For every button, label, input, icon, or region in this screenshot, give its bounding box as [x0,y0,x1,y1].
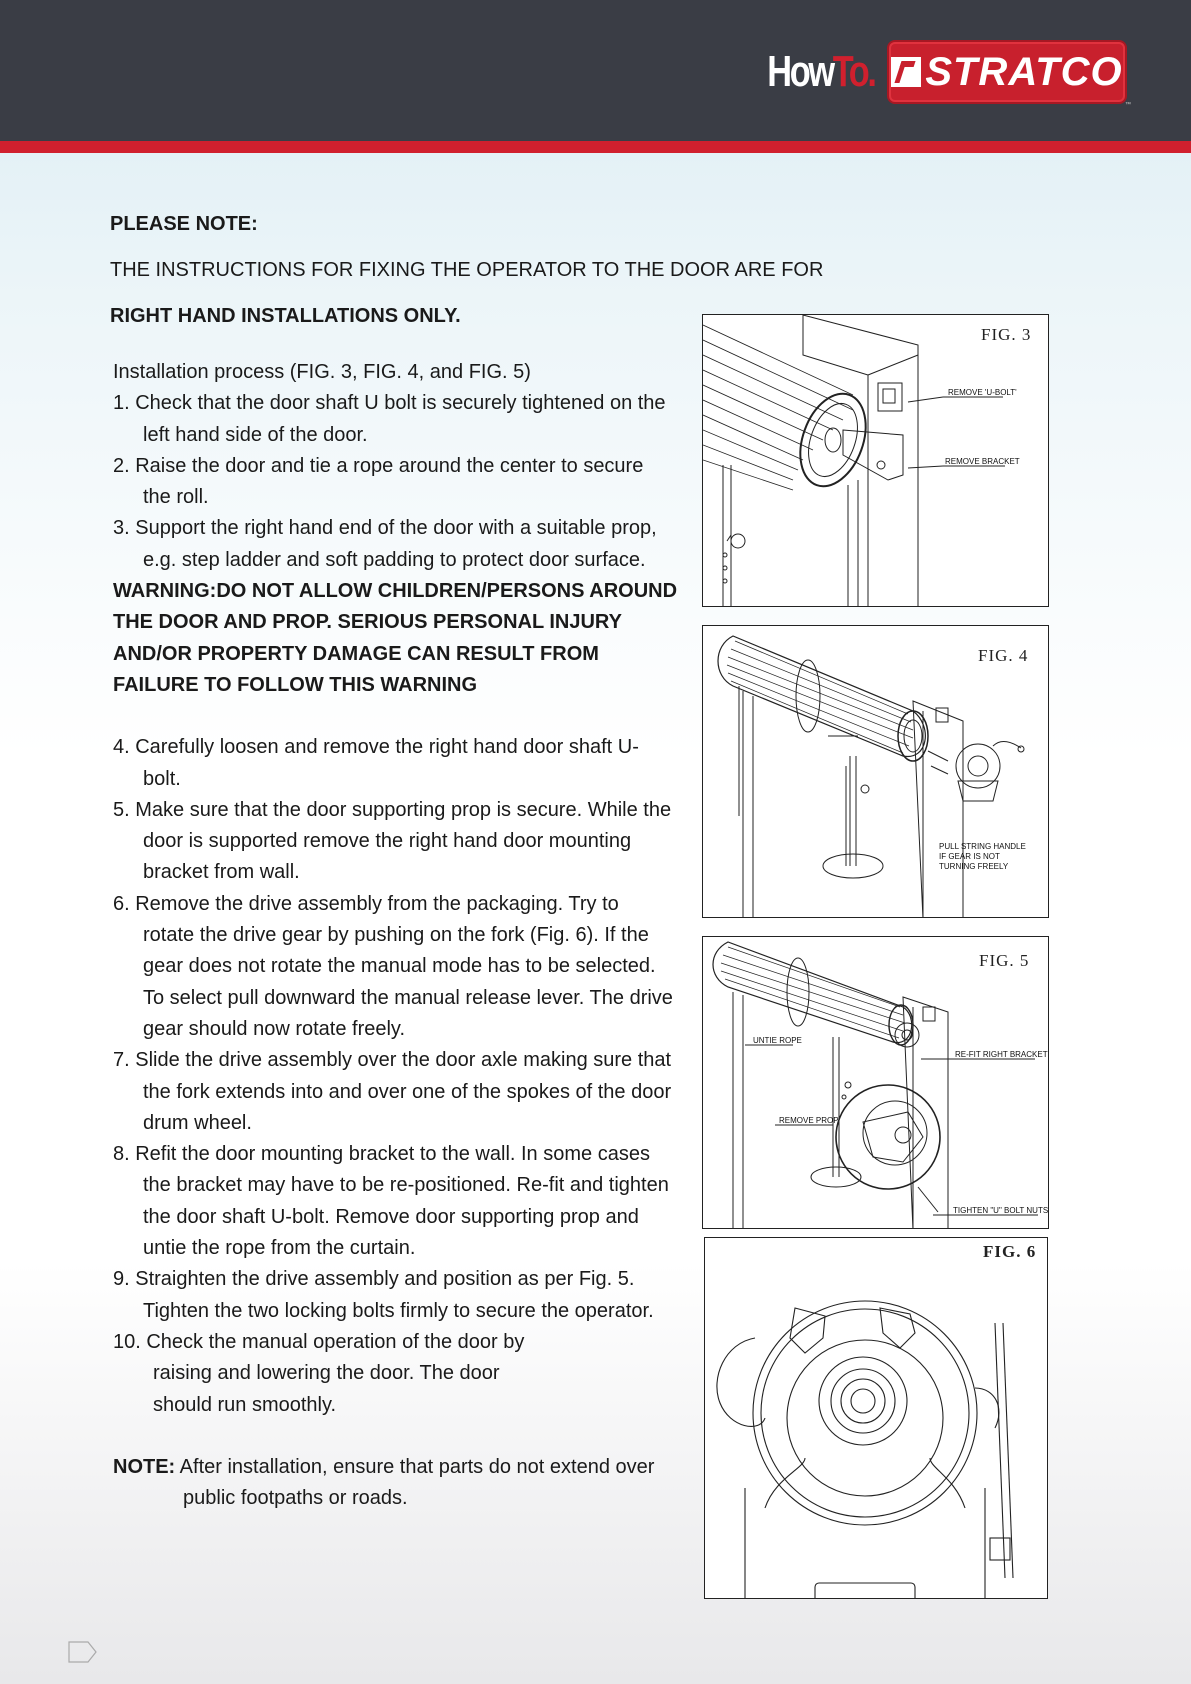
fig5-callout-ubolt: TIGHTEN "U" BOLT NUTS [953,1206,1049,1215]
page-number-icon [68,1640,98,1664]
fig3-label: FIG. 3 [981,325,1032,344]
step-3: 3. Support the right hand end of the door with a suitable prop, e.g. step ladder and soft padding to protect door surface. [113,517,657,571]
figure-6 [704,1237,1048,1599]
fig5-drawing [703,937,1049,1229]
header-bar [0,0,1191,141]
step-2: 2. Raise the door and tie a rope around the center to secure the roll. [113,454,644,509]
stratco-logo [889,42,1131,108]
step-7: 7. Slide the drive assembly over the door axle making sure that the fork extends into and over one of the spokes of the door drum wheel. [113,1049,672,1134]
final-note-label: NOTE: [113,1455,176,1478]
step-6: 6. Remove the drive assembly from the packaging. Try to rotate the drive gear by pushing on the fork (Fig. 6). If the gear does not rotate the manual mode has to be selected. To select pull downward the manual release lever. The drive gear should now rotate freely. [113,892,673,1040]
process-title: Installation process (FIG. 3, FIG. 4, and FIG. 5) [113,361,531,383]
step-1: 1. Check that the door shaft U bolt is securely tightened on the left hand side of the door. [113,392,666,446]
fig5-callout-refit: RE-FIT RIGHT BRACKET [955,1050,1048,1059]
intro-bold: RIGHT HAND INSTALLATIONS ONLY. [110,305,461,327]
step-10: 10. Check the manual operation of the door by raising and lowering the door. The door should run smoothly. [113,1330,525,1416]
stratco-mark-icon [891,57,921,87]
fig4-label: FIG. 4 [978,646,1029,665]
warning-text: WARNING:DO NOT ALLOW CHILDREN/PERSONS AROUND THE DOOR AND PROP. SERIOUS PERSONAL INJURY AND/OR PROPERTY DAMAGE CAN RESULT FROM FAILURE TO FOLLOW THIS WARNING [113,580,678,696]
final-note [113,1452,688,1515]
figure-5 [702,936,1049,1229]
step-9: 9. Straighten the drive assembly and position as per Fig. 5. Tighten the two locking bolts firmly to secure the operator. [113,1268,654,1322]
stratco-wordmark: STRATCO [925,49,1123,94]
fig6-label: FIG. 6 [983,1242,1037,1261]
howto-logo: HowTo. [767,47,875,96]
fig4-callout-line3: TURNING FREELY [939,862,1009,871]
figure-4 [702,625,1049,918]
fig3-drawing [703,315,1049,607]
final-note-text: After installation, ensure that parts do not extend over public footpaths or roads. [179,1455,655,1510]
fig5-callout-prop: REMOVE PROP [779,1116,839,1125]
step-8: 8. Refit the door mounting bracket to the wall. In some cases the bracket may have to be re-positioned. Re-fit and tighten the door shaft U-bolt. Remove door supporting prop and untie the rope from the curtain. [113,1143,669,1260]
fig5-label: FIG. 5 [979,951,1030,970]
fig3-callout-bracket: REMOVE BRACKET [945,457,1020,466]
fig3-callout-ubolt: REMOVE 'U-BOLT' [948,388,1017,397]
fig4-drawing [703,626,1049,918]
fig6-drawing [705,1238,1048,1599]
instruction-list [113,357,678,1514]
note-heading: PLEASE NOTE: [110,213,258,235]
header-stripe [0,141,1191,153]
step-5: 5. Make sure that the door supporting prop is secure. While the door is supported remove the right hand door mounting bracket from wall. [113,798,672,884]
figure-3 [702,314,1049,607]
trademark: ™ [1125,102,1131,108]
intro-line: THE INSTRUCTIONS FOR FIXING THE OPERATOR TO THE DOOR ARE FOR [110,259,824,281]
fig4-callout-line2: IF GEAR IS NOT [939,852,1000,861]
fig5-callout-untie: UNTIE ROPE [753,1036,802,1045]
brand-logo [737,42,1131,108]
fig4-callout-line1: PULL STRING HANDLE [939,842,1026,851]
step-4: 4. Carefully loosen and remove the right hand door shaft U-bolt. [113,736,639,790]
